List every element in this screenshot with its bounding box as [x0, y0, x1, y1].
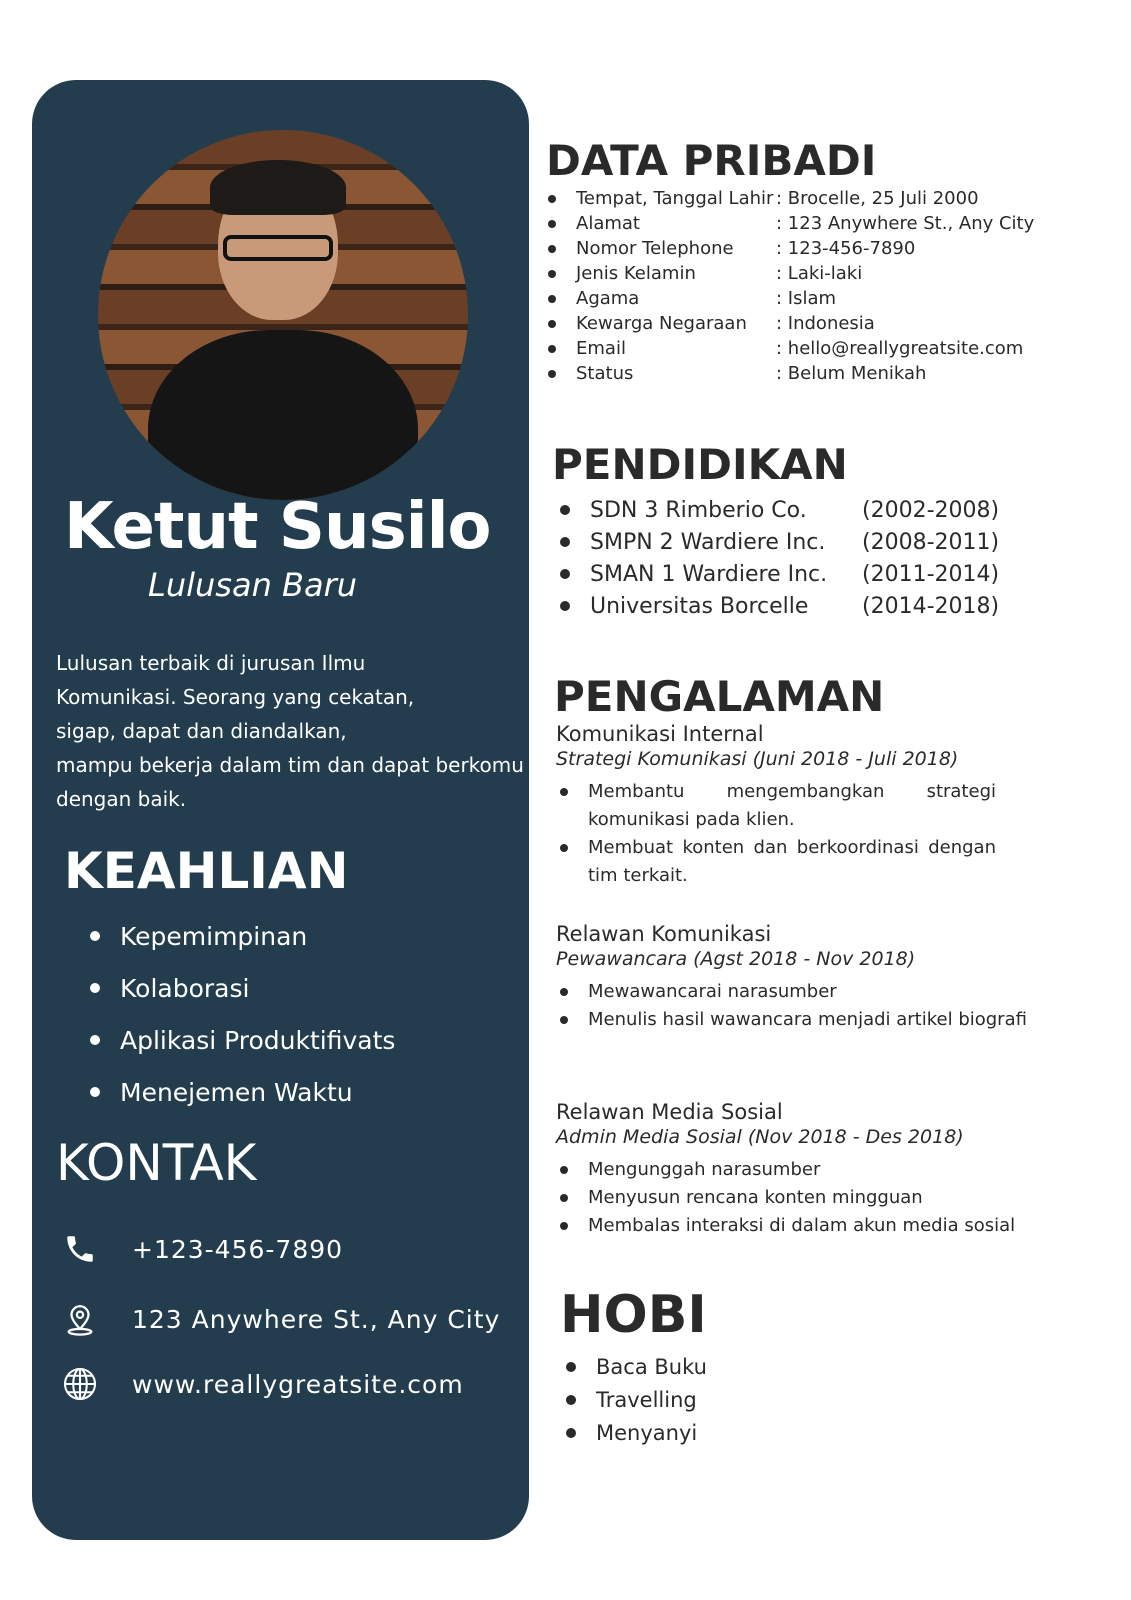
skill-item: Kolaborasi [90, 962, 395, 1014]
globe-icon [60, 1366, 100, 1402]
skill-item: Aplikasi Produktifivats [90, 1014, 395, 1066]
website-link[interactable]: www.reallygreatsite.com [132, 1369, 464, 1399]
personal-item: Kewarga Negaraan : Indonesia [548, 311, 1034, 336]
hobby-item: Menyanyi [566, 1416, 707, 1449]
job-entry [556, 1100, 1015, 1240]
contact-address [60, 1300, 500, 1338]
skills-heading: KEAHLIAN [64, 842, 349, 900]
hobby-item: Travelling [566, 1383, 707, 1416]
sidebar-panel [32, 80, 529, 1540]
job-subtitle: Strategi Komunikasi (Juni 2018 - Juli 2018) [556, 748, 959, 770]
hobbies-list [566, 1350, 707, 1449]
about-line: Lulusan terbaik di jurusan Ilmu [56, 651, 366, 675]
address-text: 123 Anywhere St., Any City [132, 1304, 501, 1334]
skill-item: Menejemen Waktu [90, 1066, 395, 1118]
job-point: Mewawancarai narasumber [556, 978, 1027, 1006]
location-pin-icon [60, 1300, 100, 1338]
about-line: dengan baik. [56, 787, 187, 811]
education-item: SMPN 2 Wardiere Inc. (2008-2011) [560, 526, 999, 558]
job-entry [556, 922, 1027, 1034]
job-point: Mengunggah narasumber [556, 1156, 1015, 1184]
contact-heading: KONTAK [56, 1134, 257, 1192]
hobby-item: Baca Buku [566, 1350, 707, 1383]
job-point: Membalas interaksi di dalam akun media sosial [556, 1212, 1015, 1240]
job-title: Komunikasi Internal [556, 722, 764, 746]
job-point: Membantu mengembangkan strategi komunikasi pada klien. [556, 778, 996, 834]
education-item: SMAN 1 Wardiere Inc. (2011-2014) [560, 558, 999, 590]
job-subtitle: Pewawancara (Agst 2018 - Nov 2018) [556, 948, 916, 970]
education-item: Universitas Borcelle (2014-2018) [560, 590, 999, 622]
contact-phone [60, 1232, 343, 1266]
job-title: Relawan Media Sosial [556, 1100, 783, 1124]
job-point: Menyusun rencana konten mingguan [556, 1184, 1015, 1212]
skills-list [90, 910, 395, 1118]
about-line: mampu bekerja dalam tim dan dapat berkomu [56, 753, 524, 777]
phone-text: +123-456-7890 [132, 1234, 344, 1264]
profile-photo [98, 130, 468, 500]
personal-item: Tempat, Tanggal Lahir : Brocelle, 25 Juli 2000 [548, 186, 1034, 211]
job-point: Menulis hasil wawancara menjadi artikel biografi [556, 1006, 1027, 1034]
profile-role: Lulusan Baru [148, 566, 358, 604]
personal-item: Agama : Islam [548, 286, 1034, 311]
profile-name: Ketut Susilo [64, 490, 491, 564]
education-item: SDN 3 Rimberio Co. (2002-2008) [560, 494, 999, 526]
skill-item: Kepemimpinan [90, 910, 395, 962]
job-point: Membuat konten dan berkoordinasi dengan tim terkait. [556, 834, 996, 890]
job-entry [556, 722, 996, 890]
personal-item: Email : hello@reallygreatsite.com [548, 336, 1034, 361]
education-list [560, 494, 999, 622]
personal-heading: DATA PRIBADI [546, 136, 877, 185]
phone-icon [60, 1232, 100, 1266]
personal-item: Jenis Kelamin : Laki-laki [548, 261, 1034, 286]
hobbies-heading: HOBI [560, 1285, 707, 1345]
personal-item: Alamat : 123 Anywhere St., Any City [548, 211, 1034, 236]
about-line: Komunikasi. Seorang yang cekatan, [56, 685, 415, 709]
profile-about [56, 646, 524, 816]
personal-item: Nomor Telephone : 123-456-7890 [548, 236, 1034, 261]
contact-website[interactable] [60, 1366, 464, 1402]
experience-heading: PENGALAMAN [554, 672, 885, 721]
about-line: sigap, dapat dan diandalkan, [56, 719, 347, 743]
job-title: Relawan Komunikasi [556, 922, 772, 946]
job-subtitle: Admin Media Sosial (Nov 2018 - Des 2018) [556, 1126, 964, 1148]
personal-item: Status : Belum Menikah [548, 361, 1034, 386]
education-heading: PENDIDIKAN [552, 440, 848, 489]
personal-data-list [548, 186, 1034, 386]
